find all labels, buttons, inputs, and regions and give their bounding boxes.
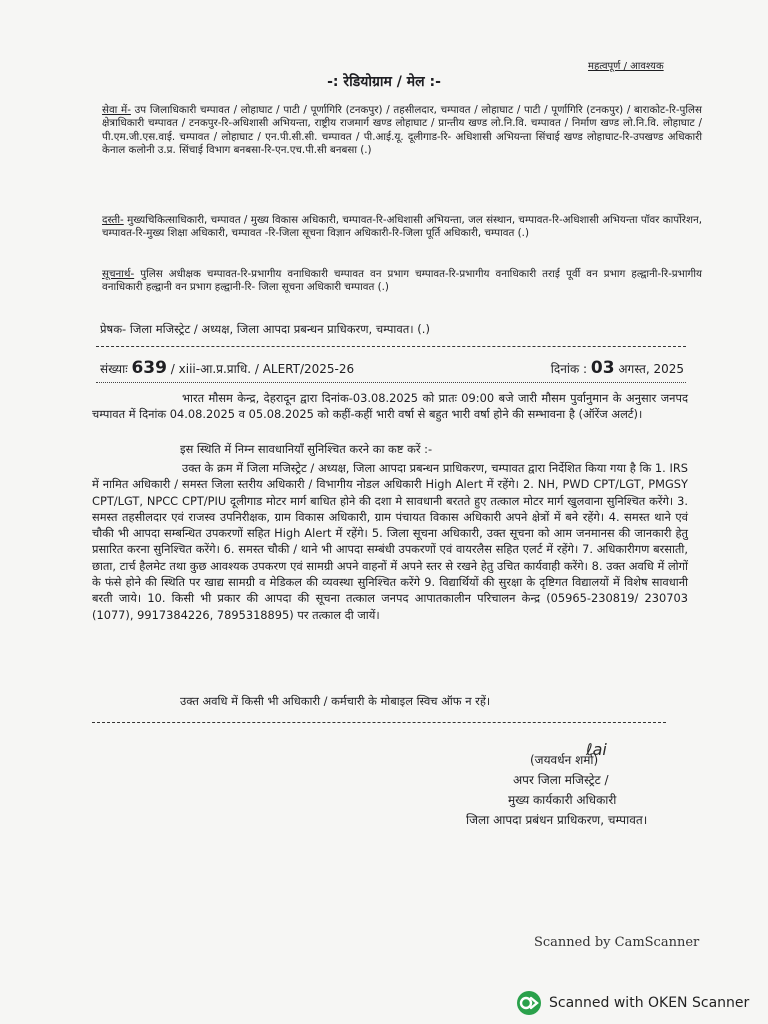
date-rest: अगस्त, 2025 — [618, 362, 684, 376]
instructions-text: उक्त के क्रम में जिला मजिस्ट्रेट / अध्यक्ष, जिला आपदा प्रबन्धन प्राधिकरण, चम्पावत द्वारा निर्देशित किया गया है कि 1. IRS में नामित अधिकारी / समस्त जिला स्तरीय अधिकारी / विभागीय नोडल अधिकारी High Alert में रहेंगे। 2. NH, PWD CPT/LGT, PMGSY CPT/LGT, NPCC CPT/PIU दूलीगाड मोटर मार्ग बाधित होने की दशा मे सावधानी बरतते हुए तत्काल मोटर मार्ग खुलवाना सुनिश्चित करेंगे। 3. समस्त तहसीलदार एवं राजस्व उपनिरीक्षक, ग्राम विकास अधिकारी, ग्राम पंचायत विकास अधिकारी अपने क्षेत्रों में बने रहेंगे। 4. समस्त थाने एवं चौकी भी आपदा सम्बन्धित उपकरणों सहित High Alert में रहेंगे। 5. जिला सूचना अधिकारी, उक्त सूचना को आम जनमानस की जानकारी हेतु प्रसारित करना सुनिश्चित करेंगे। 6. समस्त चौकी / थाने भी आपदा सम्बंधी उपकरणों एवं वायरलैस सहित एलर्ट में रहेंगे। 7. अधिकारीगण बरसाती, छाता, टार्च हैलमेट तथा कुछ आवश्यक उपकरण एवं सामग्री अपने वाहनों में अपने स्तर से रखने हेतु उचित कार्यवाही करेंगे। 8. उक्त अवधि में लोगों के फंसे होने की स्थिति पर खाद्य सामग्री व मेडिकल की व्यवस्था सुनिश्चित करेंगे 9. विद्यार्थियों की सुरक्षा के दृष्टिगत विद्यालयों में विशेष सावधानी बरती जाये। 10. किसी भी प्रकार की आपदा की सूचना तत्काल जनपद आपातकालीन परिचालन केन्द्र (05965-230819/ 230703 (1077), 9917384226, 7895318895) पर तत्काल दी जायें। — [92, 461, 688, 622]
signatory-title-3: जिला आपदा प्रबंधन प्राधिकरण, चम्पावत। — [466, 813, 648, 827]
sender-label: प्रेषक- — [100, 322, 127, 336]
date-label: दिनांक : — [550, 362, 588, 376]
info-block — [102, 268, 702, 295]
oken-logo-icon — [516, 990, 542, 1016]
signatory-title-2: मुख्य कार्यकारी अधिकारी — [508, 793, 617, 807]
info-text: पुलिस अधीक्षक चम्पावत-रि-प्रभागीय वनाधिकारी चम्पावत वन प्रभाग चम्पावत-रि-प्रभागीय वनाधिकारी तराई पूर्वी वन प्रभाग हल्द्वानी-रि-प्रभागीय वनाधिकारी हल्द्वानी वन प्रभाग हल्द्वानी-रि- जिला सूचना अधिकारी चम्पावत (.) — [102, 268, 702, 294]
to-block — [102, 104, 702, 158]
priority-note: महत्वपूर्ण / आवश्यक — [588, 61, 664, 72]
forecast-text: भारत मौसम केन्द्र, देहरादून द्वारा दिनांक-03.08.2025 को प्रातः 09:00 बजे जारी मौसम पुर्वानुमान के अनुसार जनपद चम्पावत में दिनांक 04.08.2025 व 05.08.2025 को कहीं-कहीं भारी वर्षा से बहुत भारी वर्षा होने की सम्भावना है (ऑरेंज अलर्ट)। — [92, 391, 688, 422]
camscanner-watermark: Scanned by CamScanner — [534, 935, 700, 950]
reference-label: संख्याः — [100, 362, 128, 376]
to-label: सेवा में- — [102, 104, 131, 116]
precautions-heading: इस स्थिति में निम्न सावधानियाँ सुनिश्चित करने का कष्ट करें :- — [180, 442, 433, 456]
divider-bottom — [92, 722, 666, 723]
dasti-block — [102, 214, 702, 241]
body-para-forecast — [92, 390, 688, 423]
body-para-instructions — [92, 460, 688, 623]
info-label: सूचनार्थ- — [102, 268, 135, 280]
reference-number: 639 — [131, 358, 167, 378]
signature-scribble: ℓai — [586, 740, 607, 759]
reference-date — [551, 358, 684, 378]
signatory-title-1: अपर जिला मजिस्ट्रेट / — [513, 773, 609, 787]
to-text: उप जिलाधिकारी चम्पावत / लोहाघाट / पाटी / पूर्णागिरि (टनकपुर) / तहसीलदार, चम्पावत / लोहाघाट / पाटी / पूर्णागिरि (टनकपुर) / बाराकोट-रि-पुलिस क्षेत्राधिकारी चम्पावत / टनकपुर-रि-अधिशासी अभियन्ता, राष्ट्रीय राजमार्ग खण्ड लोहाघाट / प्रान्तीय खण्ड लो.नि.वि. चम्पावत / निर्माण खण्ड लो.नि.वि. लोहाघाट / पी.एम.जी.एस.वाई. चम्पावत / लोहाघाट / एन.पी.सी.सी. चम्पावत / पी.आई.यू. दूलीगाड-रि- अधिशासी अभियन्ता सिंचाई खण्ड लोहाघाट-रि-उपखण्ड अधिकारी केनाल कलोनी उ.प्र. सिंचाई विभाग बनबसा-रि-एन.एच.पी.सी बनबसा (.) — [102, 104, 702, 157]
sender-block — [100, 322, 430, 337]
reference-line — [100, 358, 690, 378]
signatory-name: (जयवर्धन शर्मा) — [530, 753, 599, 767]
dasti-text: मुख्यचिकित्साधिकारी, चम्पावत / मुख्य विकास अधिकारी, चम्पावत-रि-अधिशासी अभियन्ता, जल संस्थान, चम्पावत-रि-अधिशासी अभियन्ता पॉवर कार्पोरेशन, चम्पावत-रि-मुख्य शिक्षा अधिकारी, चम्पावत -रि-जिला सूचना विज्ञान अधिकारी-रि-जिला पूर्ति अधिकारी, चम्पावत (.) — [102, 214, 703, 240]
sender-text: जिला मजिस्ट्रेट / अध्यक्ष, जिला आपदा प्रबन्धन प्राधिकरण, चम्पावत। (.) — [129, 322, 430, 336]
divider-top — [96, 346, 686, 347]
oken-watermark — [516, 990, 749, 1016]
dasti-label: दस्ती- — [102, 214, 124, 226]
mobile-note: उक्त अवधि में किसी भी अधिकारी / कर्मचारी के मोबाइल स्विच ऑफ न रहें। — [180, 694, 491, 708]
reference-code: / xiii-आ.प्र.प्राधि. / ALERT/2025-26 — [170, 362, 355, 376]
oken-text: Scanned with OKEN Scanner — [549, 995, 750, 1011]
divider-ref — [96, 382, 686, 383]
document-title: -: रेडियोग्राम / मेल :- — [327, 74, 441, 90]
date-day: 03 — [590, 358, 615, 378]
